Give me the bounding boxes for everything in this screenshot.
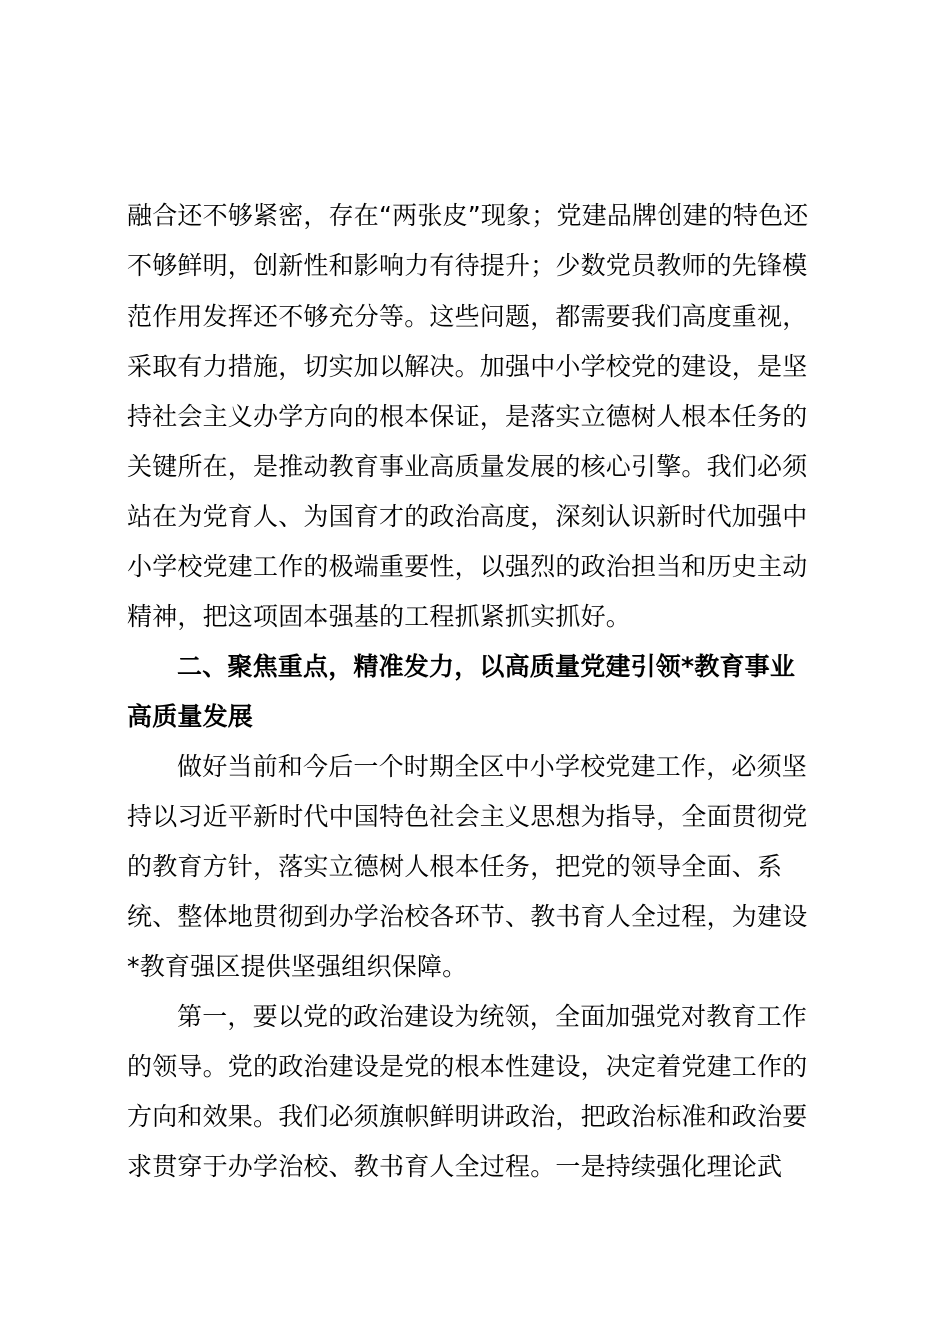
paragraph-first-line: 做好当前和今后一个时期全区中小学校党建工作，必须坚 xyxy=(177,752,808,781)
body-text-line: 求贯穿于办学治校、教书育人全过程。一是持续强化理论武 xyxy=(127,1152,783,1181)
body-text-line: 关键所在，是推动教育事业高质量发展的核心引擎。我们必须 xyxy=(127,452,808,481)
paragraph-first-line: 第一，要以党的政治建设为统领，全面加强党对教育工作 xyxy=(177,1002,808,1031)
body-text-line: 统、整体地贯彻到办学治校各环节、教书育人全过程，为建设 xyxy=(127,902,808,931)
section-heading-continued: 高质量发展 xyxy=(127,702,254,731)
body-text-line: 不够鲜明，创新性和影响力有待提升；少数党员教师的先锋模 xyxy=(127,251,808,280)
body-text-line: 持以习近平新时代中国特色社会主义思想为指导，全面贯彻党 xyxy=(127,802,808,831)
body-text-line: 站在为党育人、为国育才的政治高度，深刻认识新时代加强中 xyxy=(127,502,808,531)
section-heading: 二、聚焦重点，精准发力，以高质量党建引领*教育事业 xyxy=(177,652,796,681)
body-text-line: 持社会主义办学方向的根本保证，是落实立德树人根本任务的 xyxy=(127,402,808,431)
body-text-line: 小学校党建工作的极端重要性，以强烈的政治担当和历史主动 xyxy=(127,552,808,581)
body-text-line: 的领导。党的政治建设是党的根本性建设，决定着党建工作的 xyxy=(127,1052,808,1081)
body-text-line: 的教育方针，落实立德树人根本任务，把党的领导全面、系 xyxy=(127,852,783,881)
body-text-line: *教育强区提供坚强组织保障。 xyxy=(127,952,468,981)
body-text-line: 精神，把这项固本强基的工程抓紧抓实抓好。 xyxy=(127,602,632,631)
body-text-line: 采取有力措施，切实加以解决。加强中小学校党的建设，是坚 xyxy=(127,352,808,381)
body-text-line: 范作用发挥还不够充分等。这些问题，都需要我们高度重视， xyxy=(127,302,808,331)
body-text-line: 方向和效果。我们必须旗帜鲜明讲政治，把政治标准和政治要 xyxy=(127,1102,808,1131)
body-text-line: 融合还不够紧密，存在“两张皮”现象；党建品牌创建的特色还 xyxy=(127,201,809,230)
